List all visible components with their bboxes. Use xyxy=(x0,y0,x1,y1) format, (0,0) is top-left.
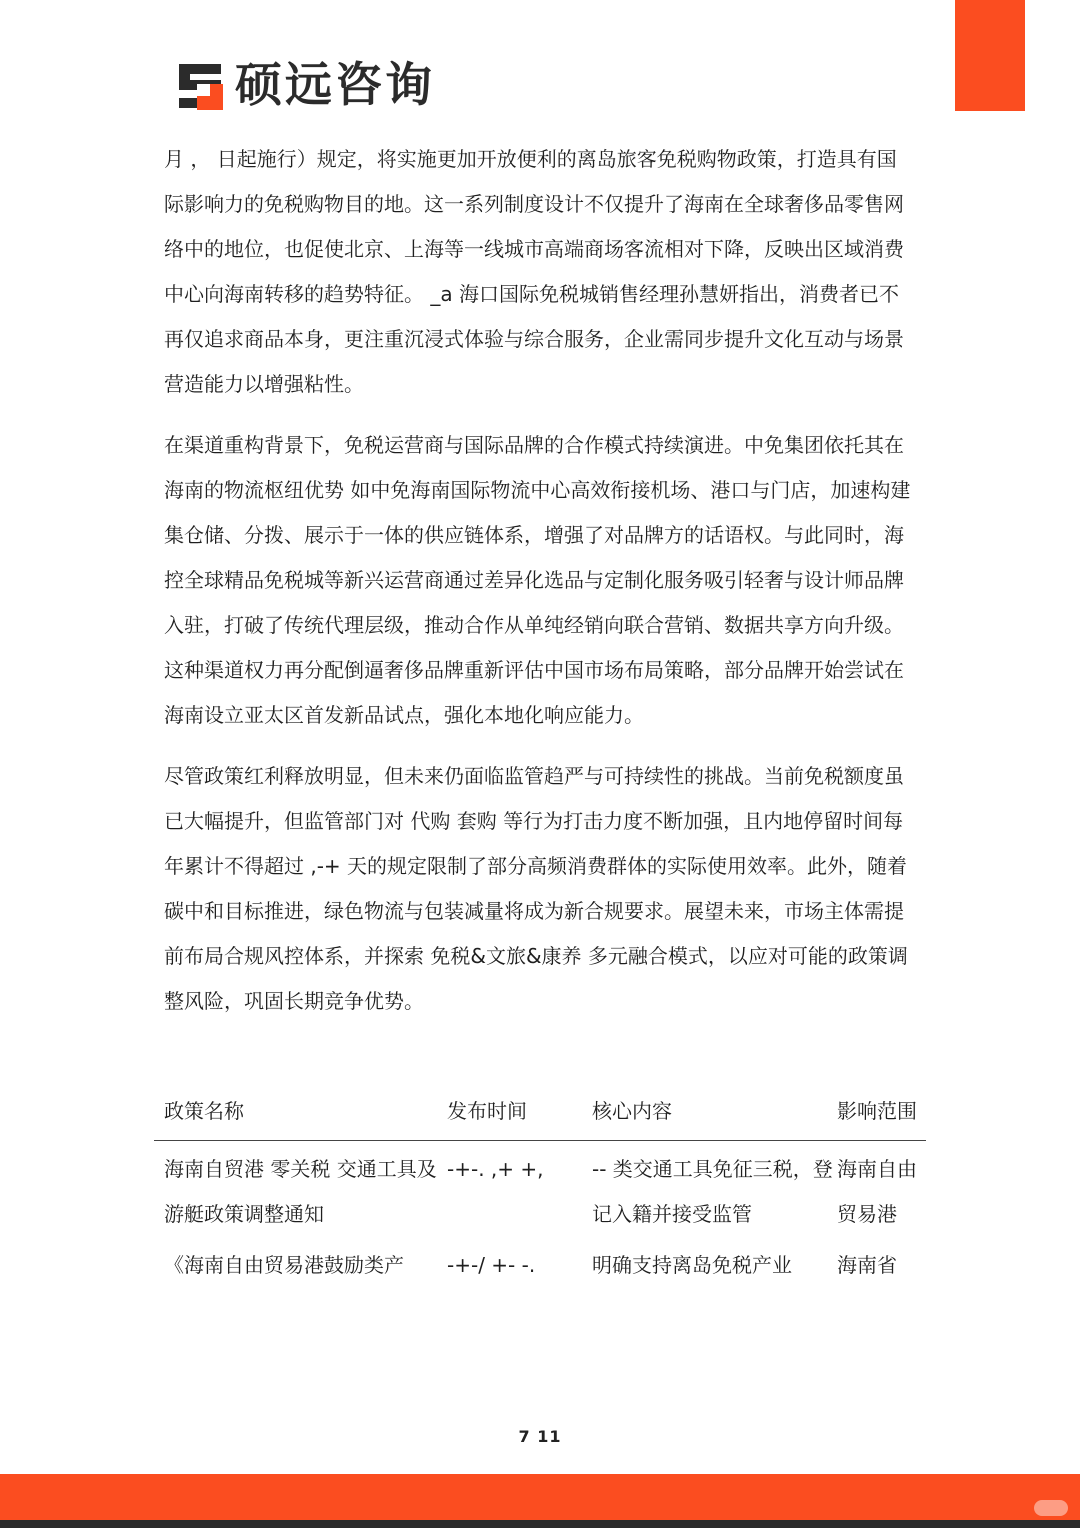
footer-band xyxy=(0,1474,1080,1520)
table-row xyxy=(154,1243,926,1288)
cell-policy-name: 海南自贸港 零关税 交通工具及游艇政策调整通知 xyxy=(164,1157,437,1226)
paragraph: 月 ， 日起施行）规定，将实施更加开放便利的离岛旅客免税购物政策，打造具有国际影响力的免税购物目的地。这一系列制度设计不仅提升了海南在全球奢侈品零售网络中的地位，也促使北京、上海等一线城市高端商场客流相对下降，反映出区域消费中心向海南转移的趋势特征。 _a 海口国际免税城销售经理孙慧妍指出，消费者已不再仅追求商品本身，更注重沉浸式体验与综合服务，企业需同步提升文化互动与场景营造能力以增强粘性。 xyxy=(164,147,904,396)
header-impact-scope: 影响范围 xyxy=(837,1099,917,1123)
paragraph: 尽管政策红利释放明显，但未来仍面临监管趋严与可持续性的挑战。当前免税额度虽已大幅提升，但监管部门对 代购 套购 等行为打击力度不断加强，且内地停留时间每年累计不得超过 ,-+ 天的规定限制了部分高频消费群体的实际使用效率。此外，随着碳中和目标推进，绿色物流与包装减量将成为新合规要求。展望未来，市场主体需提前布局合规风控体系，并探索 免税&文旅&康养 多元融合模式，以应对可能的政策调整风险，巩固长期竞争优势。 xyxy=(164,764,908,1013)
page-number: 7 11 xyxy=(518,1427,562,1446)
header-core-content: 核心内容 xyxy=(592,1099,672,1123)
header-release-date: 发布时间 xyxy=(447,1099,527,1123)
cell-release-date: -+-/ +- -. xyxy=(447,1253,536,1277)
watermark-badge xyxy=(1034,1500,1068,1516)
cell-impact-scope: 海南自由贸易港 xyxy=(837,1157,917,1226)
body-text xyxy=(164,137,916,1040)
brand-logo-icon xyxy=(177,62,227,110)
cell-impact-scope: 海南省 xyxy=(837,1253,897,1277)
table-row xyxy=(154,1141,926,1237)
policy-table xyxy=(154,1089,926,1288)
header-policy-name: 政策名称 xyxy=(164,1099,244,1123)
brand-logo xyxy=(177,58,435,114)
cell-core-content: -- 类交通工具免征三税，登记入籍并接受监管 xyxy=(592,1157,833,1226)
paragraph: 在渠道重构背景下，免税运营商与国际品牌的合作模式持续演进。中免集团依托其在海南的物流枢纽优势 如中免海南国际物流中心高效衔接机场、港口与门店，加速构建集仓储、分拨、展示于一体的供应链体系，增强了对品牌方的话语权。与此同时，海控全球精品免税城等新兴运营商通过差异化选品与定制化服务吸引轻奢与设计师品牌入驻，打破了传统代理层级，推动合作从单纯经销向联合营销、数据共享方向升级。这种渠道权力再分配倒逼奢侈品牌重新评估中国市场布局策略，部分品牌开始尝试在海南设立亚太区首发新品试点，强化本地化响应能力。 xyxy=(164,433,911,727)
cell-policy-name: 《海南自由贸易港鼓励类产 xyxy=(164,1253,404,1277)
brand-name: 硕远咨询 xyxy=(235,58,435,113)
footer-strip xyxy=(0,1520,1080,1528)
table-header-row xyxy=(154,1089,926,1141)
cell-core-content: 明确支持离岛免税产业 xyxy=(592,1253,792,1277)
cell-release-date: -+-. ,+ +, xyxy=(447,1157,544,1181)
corner-accent-block xyxy=(955,0,1025,111)
